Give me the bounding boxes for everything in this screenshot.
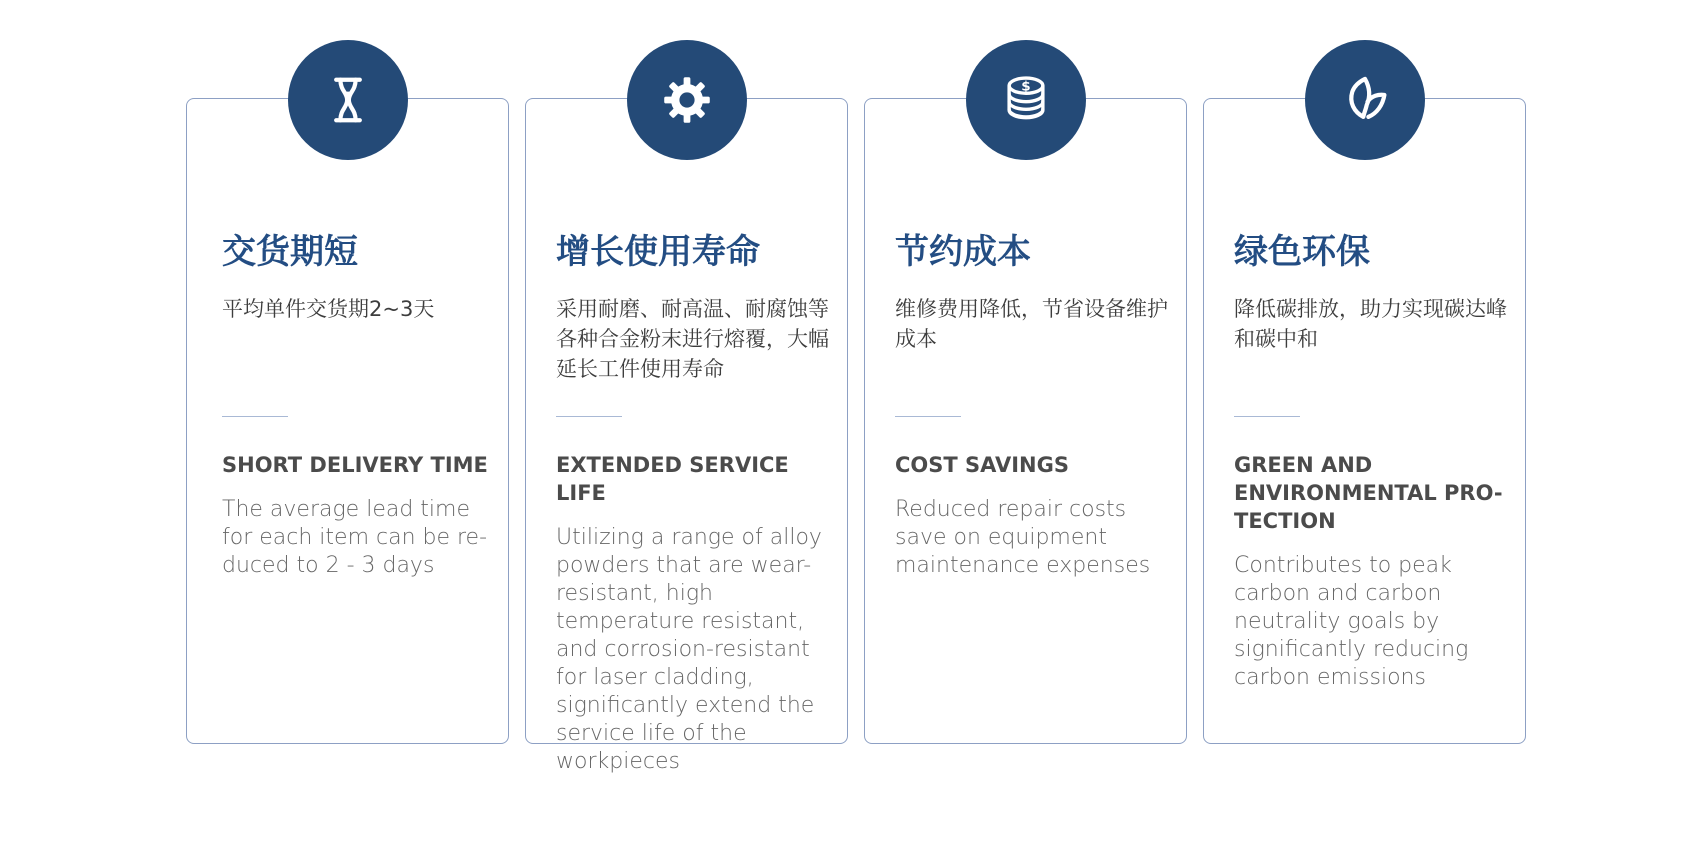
feature-divider <box>222 416 288 417</box>
feature-title-en: SHORT DELIVERY TIME <box>222 453 488 477</box>
feature-card-green <box>1203 98 1526 744</box>
features-section <box>186 39 1526 774</box>
feature-divider <box>895 416 961 417</box>
feature-card-service-life <box>525 98 848 774</box>
feature-description-zh: 降低碳排放，助力实现碳达峰和碳中和 <box>1234 297 1507 351</box>
feature-title-en: GREEN AND ENVIRONMENTAL PRO-TECTION <box>1234 453 1503 533</box>
feature-card-delivery <box>186 98 509 744</box>
feature-description-en: The average lead time for each item can be re-duced to 2 - 3 days <box>222 497 488 578</box>
feature-title-zh: 交货期短 <box>222 232 358 272</box>
feature-title-zh: 增长使用寿命 <box>556 232 760 272</box>
feature-description-zh: 维修费用降低，节省设备维护成本 <box>895 297 1168 351</box>
leaf-icon <box>1305 40 1425 160</box>
feature-title-en: EXTENDED SERVICE LIFE <box>556 453 789 505</box>
hourglass-icon <box>288 40 408 160</box>
feature-title-zh: 绿色环保 <box>1234 232 1370 272</box>
feature-divider <box>556 416 622 417</box>
feature-title-en: COST SAVINGS <box>895 453 1069 477</box>
feature-divider <box>1234 416 1300 417</box>
coin-stack-icon <box>966 40 1086 160</box>
svg-text:$: $ <box>1021 78 1031 95</box>
feature-description-zh: 采用耐磨、耐高温、耐腐蚀等各种合金粉末进行熔覆，大幅延长工件使用寿命 <box>556 297 829 381</box>
gear-icon <box>627 40 747 160</box>
feature-title-zh: 节约成本 <box>895 232 1031 272</box>
feature-card-cost-savings <box>864 78 1187 744</box>
feature-description-en: Utilizing a range of alloy powders that are wear-resistant, high temperature resistant, and corrosion-resistant for laser cladding, significantly extend the service life of the workpieces <box>556 525 822 774</box>
feature-description-en: Reduced repair costs save on equipment maintenance expenses <box>895 497 1151 578</box>
feature-description-en: Contributes to peak carbon and carbon neutrality goals by significantly reducing carbon emissions <box>1234 553 1469 690</box>
feature-description-zh: 平均单件交货期2~3天 <box>222 297 435 321</box>
